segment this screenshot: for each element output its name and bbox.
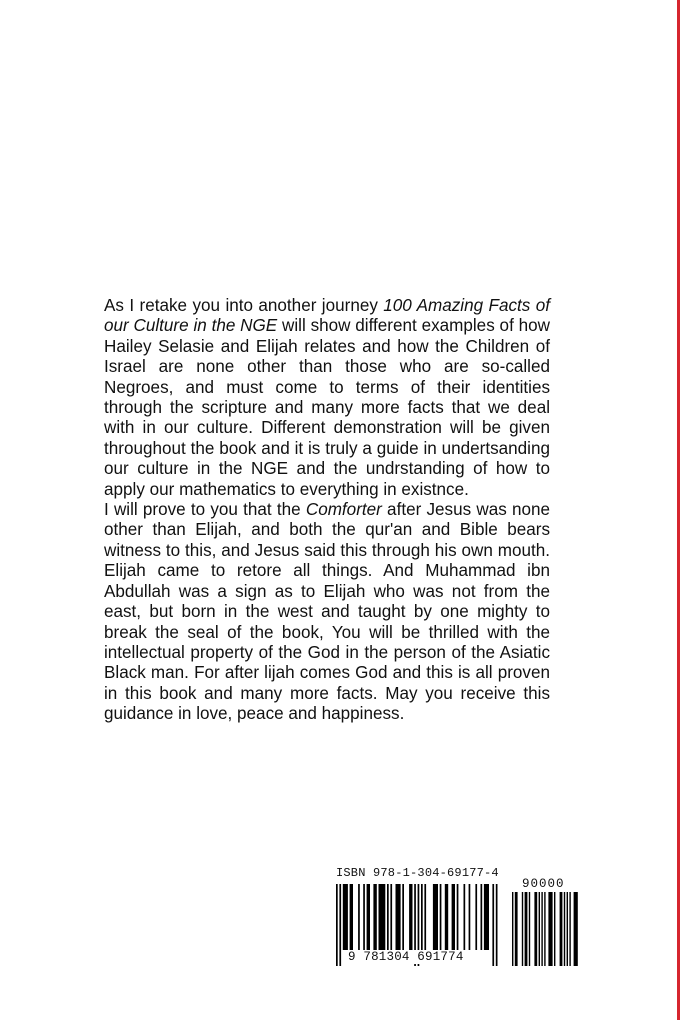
barcode-bar: [560, 892, 563, 966]
barcode-bar: [512, 892, 513, 966]
ean-digits: 9 781304 691774: [348, 950, 464, 964]
barcode-bar: [445, 884, 448, 950]
barcode-bar: [534, 892, 537, 966]
barcode-bar: [515, 892, 518, 966]
barcode-bar: [554, 892, 555, 966]
barcode-bar: [396, 884, 401, 950]
barcode-bar: [492, 884, 494, 966]
barcode-bar: [481, 884, 483, 950]
barcode-bar: [373, 884, 376, 950]
price-addon-barcode-bars: [512, 892, 578, 966]
barcode-bar: [529, 892, 530, 966]
barcode-bar: [544, 892, 545, 966]
barcode-bar: [440, 884, 442, 950]
barcode-bar: [574, 892, 578, 966]
barcode-bar: [496, 884, 498, 966]
blurb-paragraph-1: [104, 296, 550, 500]
barcode-bar: [424, 884, 426, 950]
isbn-label: ISBN 978-1-304-69177-4: [336, 866, 499, 880]
barcode-bar: [569, 892, 570, 966]
barcode-bar: [452, 884, 455, 950]
back-cover-blurb: [104, 296, 550, 725]
barcode-bar: [548, 892, 552, 966]
blurb-p2-intro: I will prove to you that the: [104, 500, 306, 520]
barcode-bar: [339, 884, 341, 966]
barcode-bar: [457, 884, 459, 950]
comforter-italic: Comforter: [305, 500, 382, 520]
blurb-paragraph-2: [104, 500, 550, 724]
barcode-bar: [522, 892, 523, 966]
barcode-bar: [379, 884, 386, 950]
barcode-bar: [469, 884, 471, 950]
barcode-bar: [350, 884, 353, 950]
barcode-bar: [358, 884, 360, 950]
book-title-italic: 100 Amazing Facts of our Culture in the NGE: [104, 296, 550, 336]
blurb-p1-body: will show different examples of how Hailey Selasie and Elijah relates and how the Children of Israel are none other than those who are so-called Negroes, and must come to terms of their identities through the scripture and many more facts that we deal with in our culture. Different demonstration will be given throughout the book and it is truly a guide in undertsanding our culture in the NGE and the undrstanding of how to apply our mathematics to everything in existnce.: [104, 316, 550, 499]
barcode-bar: [541, 892, 542, 966]
barcode-bar: [421, 884, 423, 950]
barcode-bar: [567, 892, 568, 966]
barcode-bar: [336, 884, 338, 966]
barcode-bar: [367, 884, 370, 950]
blurb-p2-body: after Jesus was none other than Elijah, and both the qur'an and Bible bears witness to this, and Jesus said this through his own mouth. Elijah came to retore all things. And Muhammad ibn Abdullah was a sign as to Elijah who was not from the east, but born in the west and taught by one mighty to break the seal of the book, You will be thrilled with the intellectual property of the God in the person of the Asiatic Black man. For after lijah comes God and this is all proven in this book and many more facts. May you receive this guidance in love, peace and happiness.: [104, 500, 550, 724]
barcode-bar: [564, 892, 565, 966]
barcode-bar: [475, 884, 477, 950]
barcode-bar: [390, 884, 392, 950]
barcode-bar: [409, 884, 412, 950]
barcode-bar: [343, 884, 348, 950]
barcode-bar: [402, 884, 404, 950]
barcode-bar: [484, 884, 489, 950]
blurb-p1-intro: As I retake you into another journey: [104, 296, 384, 315]
barcode-bar: [387, 884, 389, 950]
isbn-barcode: [336, 866, 580, 1022]
barcode-bar: [363, 884, 365, 950]
barcode-bar: [539, 892, 540, 966]
barcode-bar: [525, 892, 528, 966]
barcode-bar: [464, 884, 466, 950]
barcode-bar: [433, 884, 438, 950]
price-code: 90000: [522, 877, 565, 891]
